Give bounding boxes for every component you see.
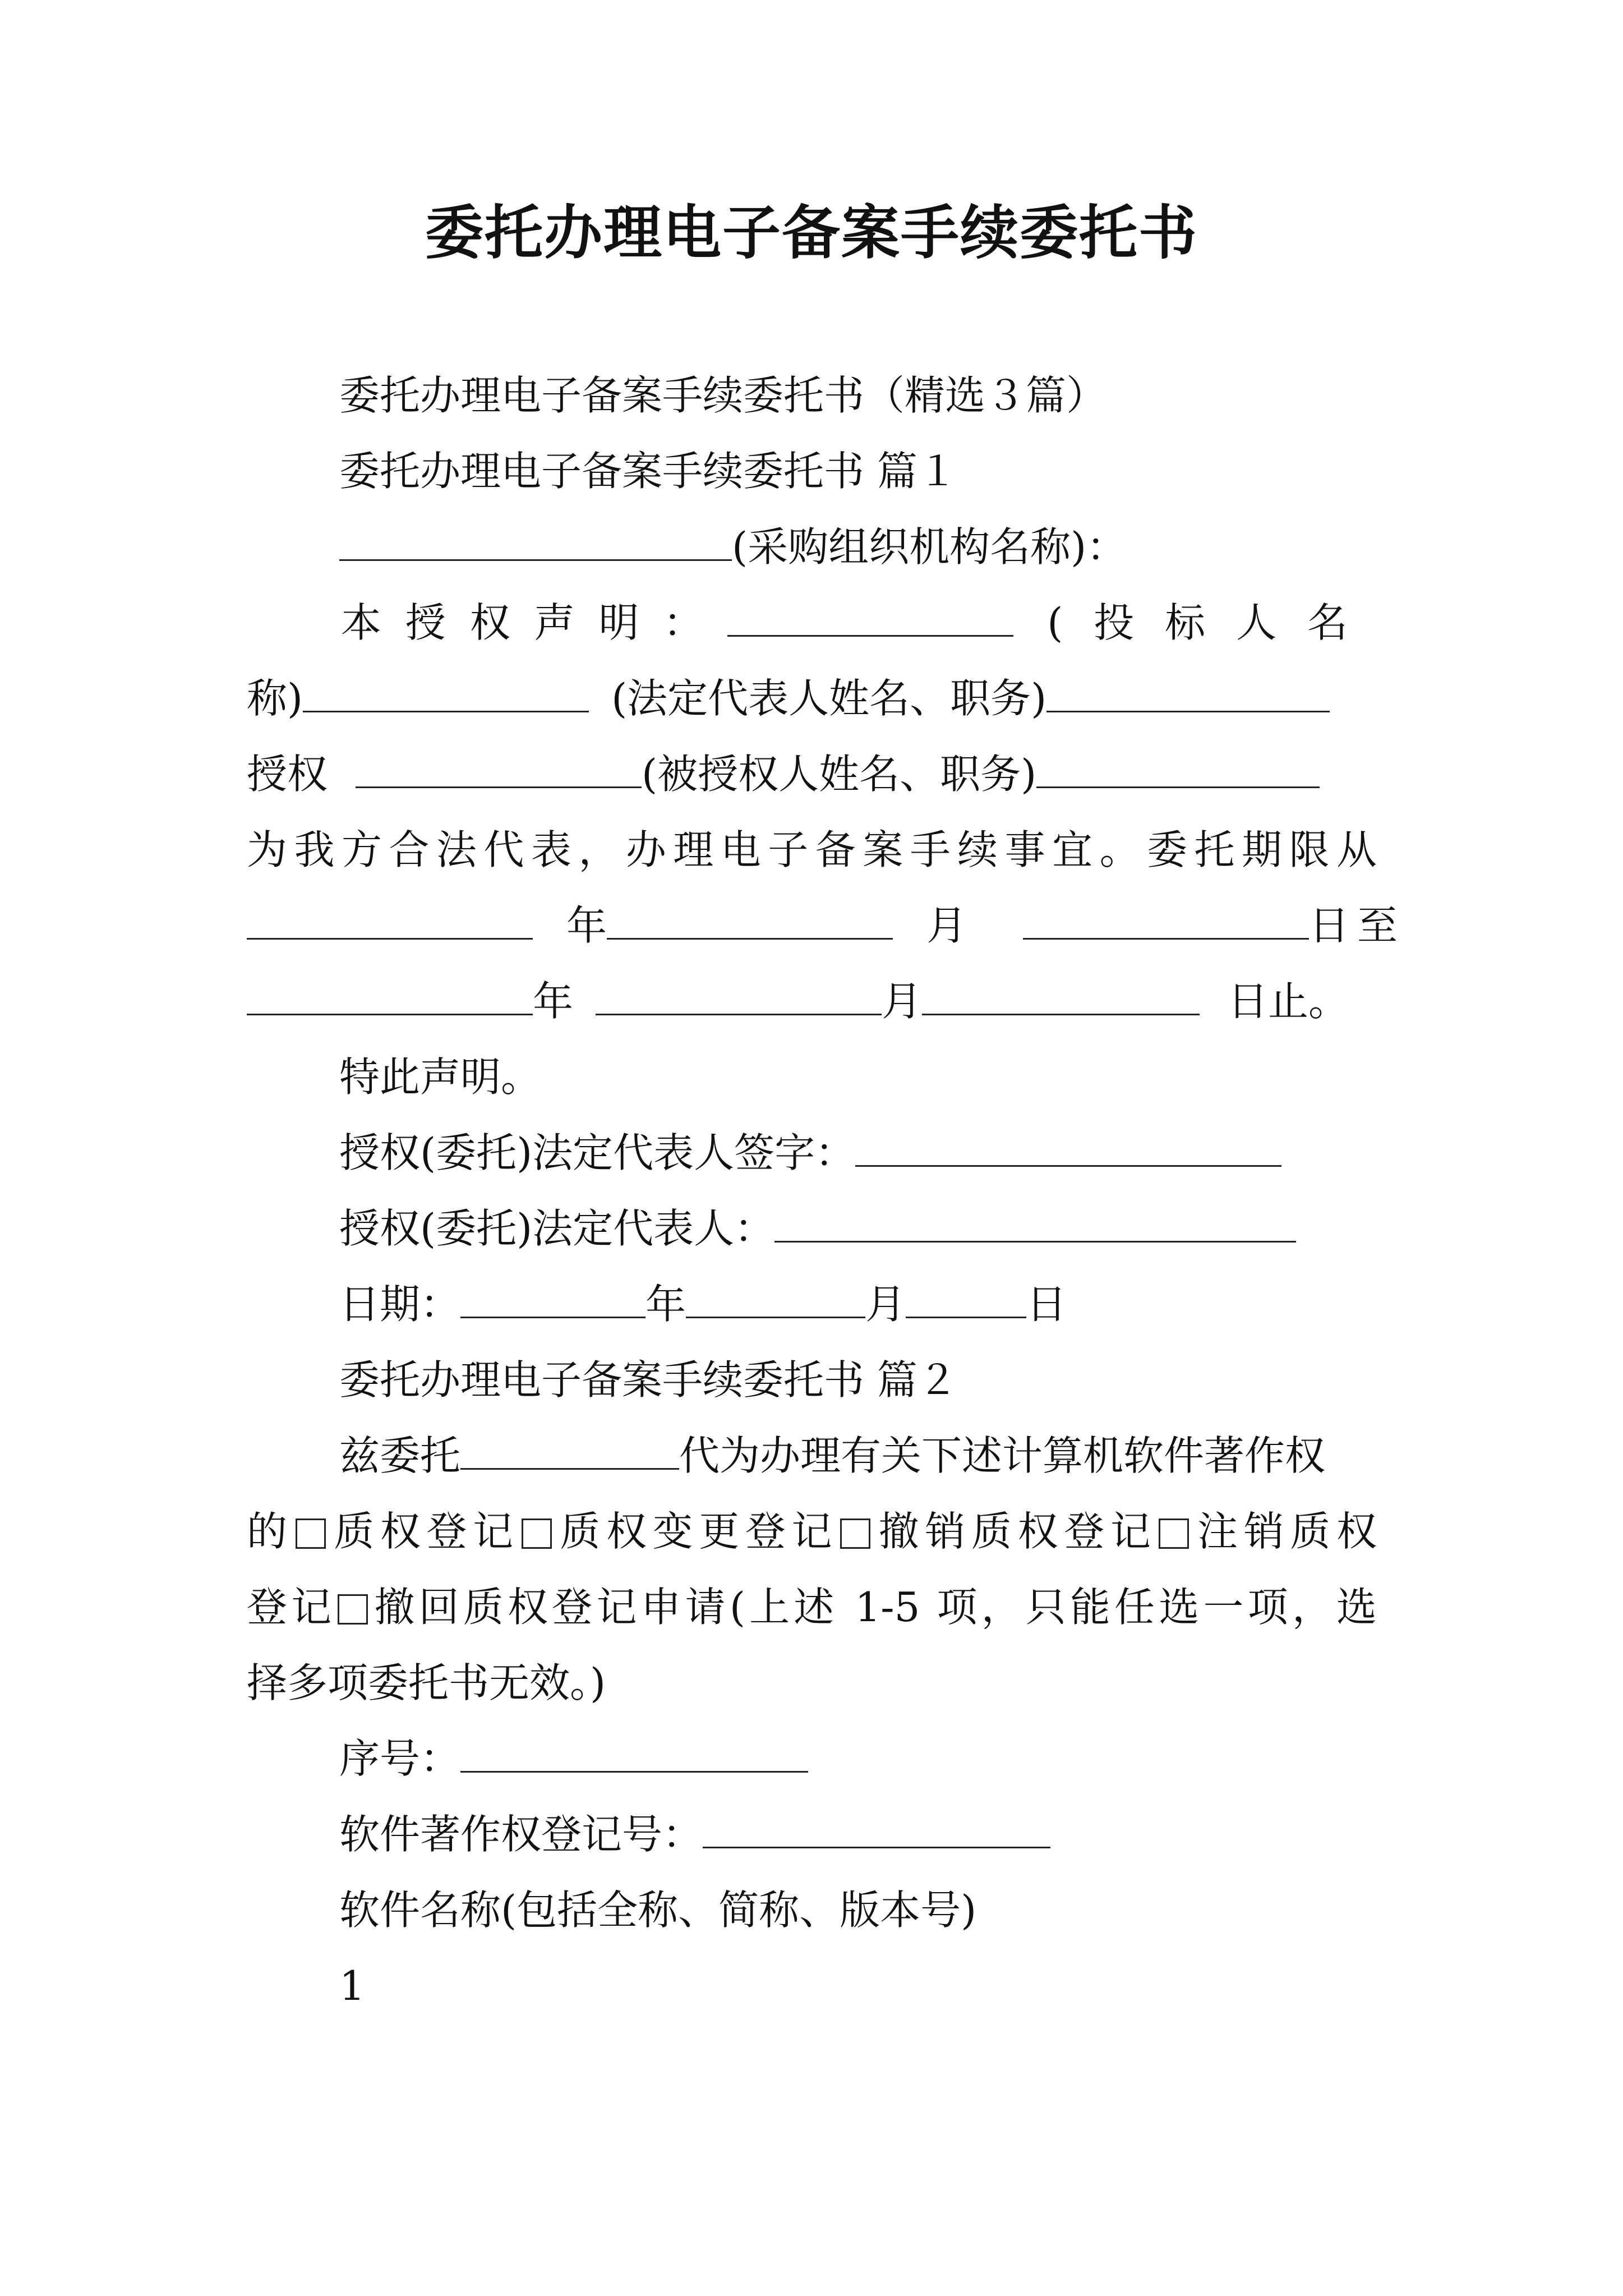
date-day-label: 日 bbox=[1026, 1281, 1067, 1328]
registration-line bbox=[339, 1803, 1050, 1865]
document-title: 委托办理电子备案手续委托书 bbox=[425, 198, 1198, 267]
date-line bbox=[339, 1273, 1067, 1335]
org-line bbox=[339, 516, 1127, 578]
authorize-word: 授权 bbox=[247, 751, 328, 798]
options-line-2-prefix: 登记 bbox=[247, 1584, 336, 1631]
org-label: (采购组织机构名称)： bbox=[732, 523, 1127, 570]
authorized-label: (被授权人姓名、职务) bbox=[642, 751, 1037, 798]
options-prefix: 的 bbox=[247, 1508, 293, 1555]
closing-line: 特此声明。 bbox=[339, 1053, 542, 1101]
bidder-name-blank[interactable] bbox=[303, 676, 589, 712]
checkbox-withdraw-application[interactable] bbox=[338, 1594, 368, 1625]
authorized-blank[interactable] bbox=[1036, 752, 1320, 788]
serial-blank[interactable] bbox=[460, 1736, 808, 1773]
option-cancel-pledge: 注销质权 bbox=[1191, 1508, 1377, 1555]
from-year-blank[interactable] bbox=[247, 903, 533, 940]
checkbox-pledge-change[interactable] bbox=[522, 1519, 552, 1549]
bidder-blank[interactable] bbox=[727, 600, 1013, 637]
entrust-prefix: 兹委托 bbox=[339, 1432, 461, 1479]
year-label-1: 年 bbox=[566, 902, 607, 949]
authorize-blank[interactable] bbox=[356, 752, 642, 788]
legal-rep-line bbox=[247, 668, 1330, 729]
date-label: 日期： bbox=[339, 1281, 461, 1328]
to-month-blank[interactable] bbox=[596, 979, 882, 1015]
entrustee-blank[interactable] bbox=[460, 1433, 679, 1470]
month-label-2: 月 bbox=[882, 978, 923, 1025]
registration-blank[interactable] bbox=[703, 1812, 1050, 1848]
date-day-blank[interactable] bbox=[906, 1282, 1026, 1318]
checkbox-revoke-pledge[interactable] bbox=[840, 1519, 870, 1549]
from-month-blank[interactable] bbox=[607, 903, 893, 940]
option-pledge-registration: 质权登记 bbox=[328, 1508, 519, 1555]
checkbox-cancel-pledge[interactable] bbox=[1159, 1519, 1189, 1549]
options-line-3: 择多项委托书无效。) bbox=[247, 1659, 606, 1706]
legal-rep-label: (法定代表人姓名、职务) bbox=[611, 675, 1047, 722]
year-label-2: 年 bbox=[533, 978, 574, 1025]
rep-blank[interactable] bbox=[774, 1206, 1296, 1243]
rep-label: 授权(委托)法定代表人： bbox=[339, 1205, 775, 1252]
rep-line bbox=[339, 1198, 1296, 1259]
option-withdraw-application: 撤回质权登记申请(上述 1-5 项，只能任选一项，选 bbox=[370, 1584, 1377, 1631]
purpose-line: 为我方合法代表，办理电子备案手续事宜。委托期限从 bbox=[247, 826, 1377, 873]
checkbox-pledge-registration[interactable] bbox=[296, 1519, 326, 1549]
entrust-line bbox=[339, 1425, 1325, 1487]
document-subtitle: 委托办理电子备案手续委托书（精选３篇） bbox=[339, 372, 1107, 419]
options-line-2 bbox=[247, 1576, 1377, 1638]
period-to-line bbox=[247, 970, 1349, 1032]
month-label-1: 月 bbox=[926, 902, 967, 949]
date-month-blank[interactable] bbox=[686, 1282, 865, 1318]
serial-label: 序号： bbox=[339, 1735, 461, 1782]
date-month-label: 月 bbox=[865, 1281, 906, 1328]
signature-blank[interactable] bbox=[855, 1130, 1281, 1167]
serial-line bbox=[339, 1728, 808, 1789]
item-number: 1 bbox=[339, 1962, 365, 2009]
date-year-label: 年 bbox=[645, 1281, 686, 1328]
registration-label: 软件著作权登记号： bbox=[339, 1811, 703, 1858]
signature-line bbox=[339, 1122, 1281, 1184]
statement-prefix: 本授权声明： bbox=[339, 599, 728, 646]
date-year-blank[interactable] bbox=[460, 1282, 645, 1318]
entrust-suffix: 代为办理有关下述计算机软件著作权 bbox=[679, 1432, 1326, 1479]
part1-heading: 委托办理电子备案手续委托书 篇１ bbox=[339, 448, 958, 495]
option-revoke-pledge: 撤销质权登记 bbox=[873, 1508, 1157, 1555]
part2-heading: 委托办理电子备案手续委托书 篇２ bbox=[339, 1356, 958, 1404]
options-line-1 bbox=[247, 1501, 1377, 1562]
signature-label: 授权(委托)法定代表人签字： bbox=[339, 1129, 856, 1176]
software-name-line: 软件名称(包括全称、简称、版本号) bbox=[339, 1887, 977, 1934]
day-end-label: 日止。 bbox=[1228, 978, 1349, 1025]
bidder-label: (投标人名 bbox=[1047, 599, 1377, 646]
org-name-blank[interactable] bbox=[339, 524, 732, 561]
authorize-line bbox=[247, 743, 1320, 805]
from-day-blank[interactable] bbox=[1023, 903, 1309, 940]
period-from-line bbox=[247, 895, 1405, 956]
to-day-blank[interactable] bbox=[922, 979, 1200, 1015]
to-year-blank[interactable] bbox=[247, 979, 533, 1015]
bidder-label-cont: 称) bbox=[247, 675, 303, 722]
day-to-label: 日至 bbox=[1309, 902, 1406, 949]
statement-line bbox=[247, 592, 1377, 654]
option-pledge-change: 质权变更登记 bbox=[554, 1508, 838, 1555]
legal-rep-blank[interactable] bbox=[1046, 676, 1330, 712]
